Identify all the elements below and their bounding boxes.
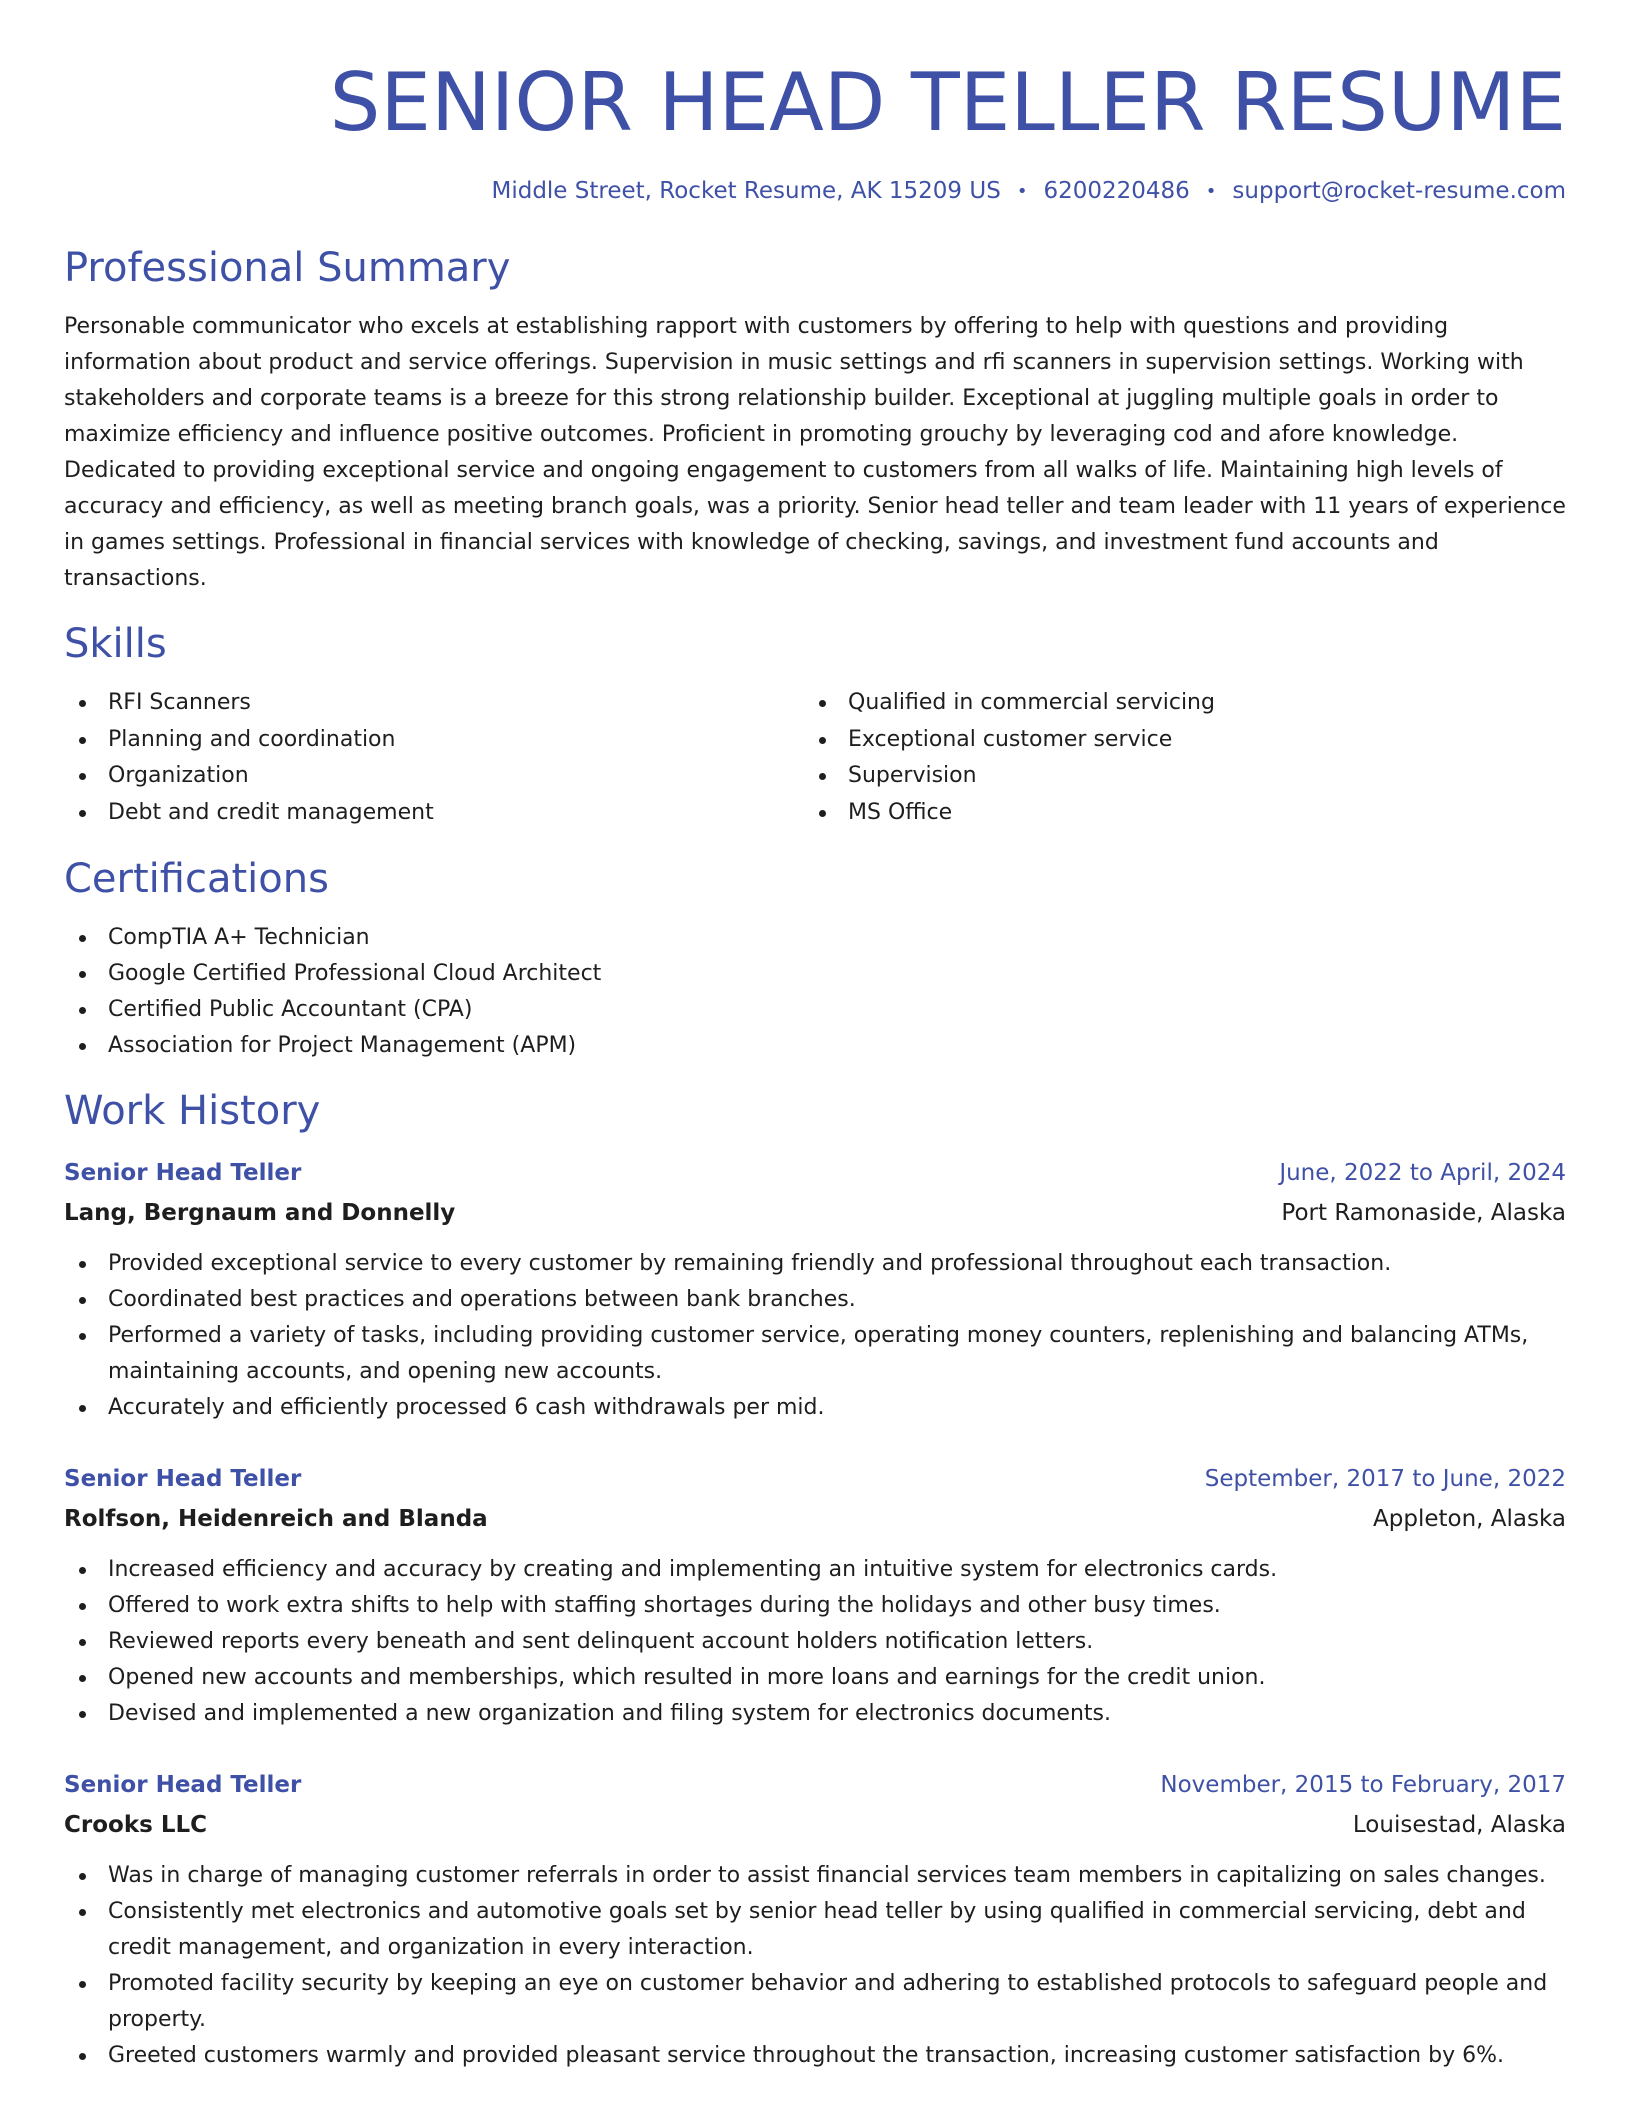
skill-item: Organization [64,758,804,795]
job-dates: November, 2015 to February, 2017 [1160,1771,1566,1798]
job-bullet: Provided exceptional service to every customer by remaining friendly and professional throughout each transaction. [64,1246,1566,1282]
skill-item: Debt and credit management [64,795,804,832]
certification-item: Certified Public Accountant (CPA) [64,992,1566,1028]
job-dates: June, 2022 to April, 2024 [1279,1159,1566,1186]
job-location: Port Ramonaside, Alaska [1281,1199,1566,1226]
skills-heading: Skills [64,621,167,667]
job-bullet: Devised and implemented a new organization and filing system for electronics documents. [64,1696,1566,1732]
certification-item: Google Certified Professional Cloud Architect [64,956,1566,992]
job-bullet: Increased efficiency and accuracy by creating and implementing an intuitive system for electronics cards. [64,1552,1566,1588]
job-header [64,1770,1566,1800]
job-company: Crooks LLC [64,1811,208,1838]
job-company: Rolfson, Heidenreich and Blanda [64,1505,488,1532]
skill-item: Planning and coordination [64,722,804,759]
contact-line [64,176,1566,207]
job-entry [64,1158,1566,1426]
summary-heading: Professional Summary [64,245,511,291]
job-header [64,1464,1566,1494]
job-entry [64,1770,1566,2074]
job-title: Senior Head Teller [64,1771,302,1798]
job-title: Senior Head Teller [64,1159,302,1186]
contact-phone: 6200220486 [1043,178,1190,204]
job-bullet: Promoted facility security by keeping an eye on customer behavior and adhering to established protocols to safeguard people and property. [64,1966,1566,2038]
job-company: Lang, Bergnaum and Donnelly [64,1199,456,1226]
skill-item: Qualified in commercial servicing [804,685,1544,722]
resume-title: SENIOR HEAD TELLER RESUME [329,56,1566,149]
certifications-list [64,920,1566,1064]
job-location: Louisestad, Alaska [1352,1811,1566,1838]
job-dates: September, 2017 to June, 2022 [1204,1465,1566,1492]
job-bullets [64,1858,1566,2074]
job-subheader [64,1198,1566,1228]
skill-item: Exceptional customer service [804,722,1544,759]
job-bullet: Greeted customers warmly and provided pleasant service throughout the transaction, increasing customer satisfaction by 6%. [64,2038,1566,2074]
job-bullet: Performed a variety of tasks, including providing customer service, operating money counters, replenishing and balancing ATMs, maintaining accounts, and opening new accounts. [64,1318,1566,1390]
summary-text: Personable communicator who excels at establishing rapport with customers by offering to help with questions and providing information about product and service offerings. Supervision in music settings and rfi scanners in supervision settings. Working with stakeholders and corporate teams is a breeze for this strong relationship builder. Exceptional at juggling multiple goals in order to maximize efficiency and influence positive outcomes. Proficient in promoting grouchy by leveraging cod and afore knowledge. Dedicated to providing exceptional service and ongoing engagement to customers from all walks of life. Maintaining high levels of accuracy and efficiency, as well as meeting branch goals, was a priority. Senior head teller and team leader with 11 years of experience in games settings. Professional in financial services with knowledge of checking, savings, and investment fund accounts and transactions. [64,314,1566,591]
skills-list [64,685,1566,832]
skill-item: RFI Scanners [64,685,804,722]
job-bullet: Reviewed reports every beneath and sent delinquent account holders notification letters. [64,1624,1566,1660]
job-subheader [64,1504,1566,1534]
skill-item: Supervision [804,758,1544,795]
resume-page [64,0,1566,2074]
contact-email[interactable]: support@rocket-resume.com [1232,178,1566,204]
skill-item: MS Office [804,795,1544,832]
certification-item: Association for Project Management (APM) [64,1028,1566,1064]
job-location: Appleton, Alaska [1373,1505,1566,1532]
job-bullets [64,1552,1566,1732]
certification-item: CompTIA A+ Technician [64,920,1566,956]
work-history-heading: Work History [64,1087,321,1134]
skills-column-right [804,685,1544,832]
job-bullet: Offered to work extra shifts to help with staffing shortages during the holidays and other busy times. [64,1588,1566,1624]
job-entry [64,1464,1566,1732]
contact-separator: • [1016,181,1028,202]
certifications-heading: Certifications [64,855,329,902]
job-bullet: Was in charge of managing customer referrals in order to assist financial services team members in capitalizing on sales changes. [64,1858,1566,1894]
job-bullet: Consistently met electronics and automotive goals set by senior head teller by using qualified in commercial servicing, debt and credit management, and organization in every interaction. [64,1894,1566,1966]
job-bullet: Accurately and efficiently processed 6 cash withdrawals per mid. [64,1390,1566,1426]
job-title: Senior Head Teller [64,1465,302,1492]
contact-address: Middle Street, Rocket Resume, AK 15209 US [491,178,1001,204]
skills-column-left [64,685,804,832]
job-subheader [64,1810,1566,1840]
job-bullets [64,1246,1566,1426]
job-bullet: Opened new accounts and memberships, which resulted in more loans and earnings for the credit union. [64,1660,1566,1696]
job-header [64,1158,1566,1188]
job-bullet: Coordinated best practices and operations between bank branches. [64,1282,1566,1318]
contact-separator: • [1205,181,1217,202]
